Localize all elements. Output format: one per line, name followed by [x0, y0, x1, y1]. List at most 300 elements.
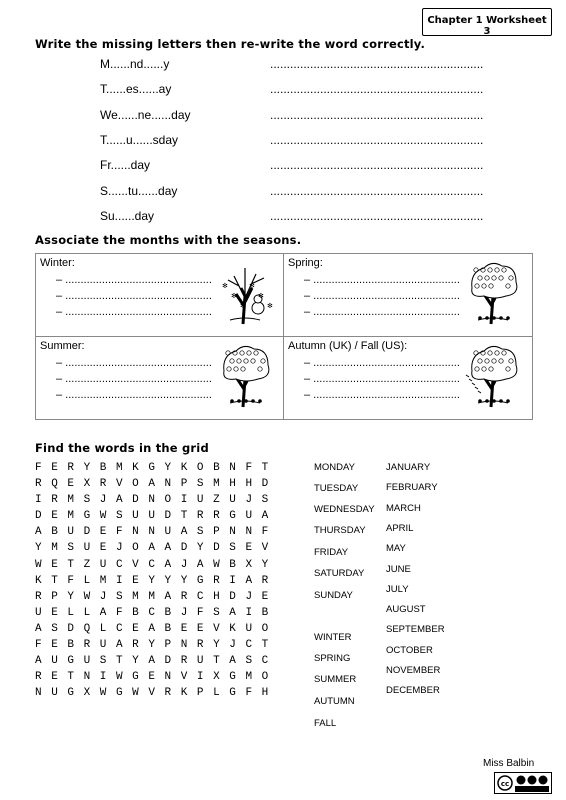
- word-list-item: JULY: [386, 583, 409, 595]
- grid-letter[interactable]: U: [99, 639, 107, 652]
- word-list-item: FEBRUARY: [386, 482, 438, 494]
- grid-letter[interactable]: N: [245, 526, 253, 539]
- grid-letter[interactable]: P: [180, 478, 188, 491]
- grid-letter[interactable]: Y: [164, 462, 172, 474]
- grid-letter[interactable]: G: [67, 687, 74, 700]
- grid-letter[interactable]: U: [132, 510, 139, 523]
- grid-letter[interactable]: J: [180, 558, 188, 571]
- grid-letter[interactable]: E: [261, 590, 269, 603]
- grid-letter[interactable]: E: [196, 622, 204, 635]
- answer-blank[interactable]: ................................................................: [270, 132, 484, 147]
- grid-row: [35, 462, 278, 478]
- grid-row: [35, 478, 278, 494]
- grid-letter[interactable]: J: [99, 494, 107, 507]
- grid-letter[interactable]: S: [229, 542, 236, 555]
- grid-letter[interactable]: A: [148, 542, 155, 555]
- grid-letter[interactable]: D: [261, 478, 269, 491]
- word-list-item: APRIL: [386, 522, 414, 534]
- grid-letter[interactable]: S: [115, 590, 123, 603]
- svg-text:✻: ✻: [267, 303, 273, 310]
- grid-letter[interactable]: U: [148, 510, 155, 523]
- grid-letter[interactable]: S: [213, 606, 220, 619]
- grid-letter[interactable]: O: [164, 494, 172, 507]
- word-exercise-row: [100, 158, 484, 176]
- grid-letter[interactable]: Y: [148, 574, 155, 587]
- word-list-item: THURSDAY: [314, 525, 366, 536]
- grid-letter[interactable]: M: [67, 494, 74, 507]
- word-exercise-row: [100, 183, 484, 202]
- grid-letter[interactable]: S: [83, 494, 91, 507]
- grid-letter[interactable]: N: [35, 687, 42, 700]
- grid-letter[interactable]: Y: [35, 542, 42, 555]
- grid-letter[interactable]: M: [51, 542, 58, 555]
- grid-letter[interactable]: F: [67, 574, 74, 587]
- grid-letter[interactable]: J: [115, 542, 123, 555]
- grid-row: [35, 655, 278, 671]
- grid-letter[interactable]: N: [229, 526, 236, 539]
- grid-letter[interactable]: R: [99, 478, 107, 491]
- grid-letter[interactable]: A: [229, 606, 236, 619]
- spring-tree-image: [462, 258, 524, 331]
- grid-letter[interactable]: N: [164, 478, 172, 491]
- answer-blank[interactable]: ................................................................: [270, 158, 484, 173]
- grid-letter[interactable]: H: [245, 478, 253, 491]
- grid-letter[interactable]: Y: [83, 462, 91, 474]
- grid-letter[interactable]: J: [245, 494, 253, 507]
- month-answer-line[interactable]: – ................................................: [56, 274, 212, 286]
- grid-letter[interactable]: H: [261, 687, 269, 700]
- grid-letter[interactable]: S: [196, 478, 204, 491]
- svg-text:✻: ✻: [258, 293, 264, 300]
- grid-row: [35, 510, 278, 526]
- grid-letter[interactable]: U: [245, 622, 253, 635]
- grid-letter[interactable]: D: [83, 526, 91, 539]
- grid-letter[interactable]: V: [148, 687, 155, 700]
- grid-letter[interactable]: O: [132, 542, 139, 555]
- grid-letter[interactable]: R: [51, 494, 58, 507]
- month-answer-line[interactable]: – ................................................: [56, 290, 212, 302]
- grid-letter[interactable]: Y: [164, 574, 172, 587]
- grid-letter[interactable]: R: [213, 510, 220, 523]
- grid-letter[interactable]: A: [261, 510, 269, 523]
- grid-letter[interactable]: D: [67, 622, 74, 635]
- grid-letter[interactable]: G: [83, 510, 91, 523]
- section2-title: Associate the months with the seasons.: [35, 233, 302, 247]
- grid-letter[interactable]: H: [213, 590, 220, 603]
- grid-letter[interactable]: R: [261, 574, 269, 587]
- grid-letter[interactable]: X: [213, 671, 220, 684]
- grid-letter[interactable]: I: [245, 606, 253, 619]
- svg-text:✻: ✻: [249, 283, 255, 290]
- grid-letter[interactable]: S: [196, 526, 204, 539]
- grid-letter[interactable]: B: [164, 606, 172, 619]
- grid-letter[interactable]: V: [180, 671, 188, 684]
- grid-letter[interactable]: K: [180, 687, 188, 700]
- grid-letter[interactable]: F: [261, 526, 269, 539]
- grid-letter[interactable]: P: [213, 526, 220, 539]
- grid-letter[interactable]: M: [99, 574, 107, 587]
- grid-letter[interactable]: T: [67, 558, 74, 571]
- grid-letter[interactable]: A: [148, 655, 155, 668]
- word-list-item: WEDNESDAY: [314, 504, 375, 515]
- grid-letter[interactable]: F: [115, 526, 123, 539]
- grid-letter[interactable]: F: [35, 639, 42, 652]
- grid-letter[interactable]: B: [132, 606, 139, 619]
- word-list-item: DECEMBER: [386, 685, 440, 697]
- grid-letter[interactable]: H: [229, 478, 236, 491]
- grid-letter[interactable]: T: [51, 574, 58, 587]
- grid-letter[interactable]: B: [51, 526, 58, 539]
- word-list-item: SUNDAY: [314, 590, 353, 601]
- grid-letter[interactable]: Q: [51, 478, 58, 491]
- month-answer-line[interactable]: – ................................................: [56, 389, 212, 401]
- answer-blank[interactable]: ................................................................: [270, 183, 484, 198]
- grid-letter[interactable]: W: [132, 687, 139, 700]
- grid-letter[interactable]: A: [229, 655, 236, 668]
- grid-letter[interactable]: F: [245, 687, 253, 700]
- grid-letter[interactable]: T: [115, 655, 123, 668]
- grid-letter[interactable]: E: [132, 574, 139, 587]
- grid-letter[interactable]: E: [132, 622, 139, 635]
- grid-letter[interactable]: X: [83, 687, 91, 700]
- word-list-item: JANUARY: [386, 462, 431, 473]
- missing-letters-word: We......ne......day: [100, 107, 191, 122]
- grid-letter[interactable]: S: [99, 655, 107, 668]
- grid-letter[interactable]: D: [132, 494, 139, 507]
- grid-letter[interactable]: R: [67, 462, 74, 474]
- word-list-item: FRIDAY: [314, 547, 349, 558]
- grid-letter[interactable]: G: [148, 462, 155, 474]
- answer-blank[interactable]: ................................................................: [270, 82, 484, 97]
- summer-tree-image: [214, 341, 276, 414]
- grid-letter[interactable]: T: [67, 671, 74, 684]
- grid-letter[interactable]: A: [245, 574, 253, 587]
- grid-letter[interactable]: R: [132, 639, 139, 652]
- word-exercise-row: [100, 107, 484, 126]
- grid-letter[interactable]: M: [213, 478, 220, 491]
- grid-letter[interactable]: R: [35, 590, 42, 603]
- word-list-item: SPRING: [314, 653, 351, 664]
- grid-row: [35, 494, 278, 510]
- word-list-item: MAY: [386, 543, 406, 555]
- grid-letter[interactable]: C: [115, 622, 123, 635]
- grid-letter[interactable]: D: [180, 542, 188, 555]
- missing-letters-word: T......es......ay: [100, 82, 172, 97]
- grid-letter[interactable]: Z: [213, 494, 220, 507]
- grid-letter[interactable]: K: [35, 574, 42, 587]
- month-answer-line[interactable]: – ................................................: [56, 373, 212, 385]
- grid-letter[interactable]: A: [99, 606, 107, 619]
- grid-letter[interactable]: I: [180, 494, 188, 507]
- grid-letter[interactable]: W: [99, 687, 107, 700]
- grid-letter[interactable]: A: [115, 494, 123, 507]
- grid-letter[interactable]: J: [99, 590, 107, 603]
- grid-letter[interactable]: M: [132, 590, 139, 603]
- grid-letter[interactable]: L: [99, 622, 107, 635]
- grid-letter[interactable]: C: [245, 639, 253, 652]
- grid-row: [35, 575, 278, 591]
- grid-row: [35, 623, 278, 639]
- word-list-item: MONDAY: [314, 462, 355, 473]
- grid-letter[interactable]: G: [229, 687, 236, 700]
- grid-row: [35, 559, 278, 575]
- grid-letter[interactable]: A: [35, 622, 42, 635]
- grid-letter[interactable]: E: [51, 462, 58, 474]
- month-answer-line[interactable]: – ................................................: [304, 274, 460, 286]
- grid-row: [35, 526, 278, 542]
- grid-row: [35, 542, 278, 558]
- grid-letter[interactable]: P: [164, 639, 172, 652]
- grid-letter[interactable]: L: [213, 687, 220, 700]
- month-answer-line[interactable]: – ................................................: [304, 373, 460, 385]
- grid-letter[interactable]: S: [261, 494, 269, 507]
- grid-letter[interactable]: N: [164, 671, 172, 684]
- grid-letter[interactable]: N: [83, 671, 91, 684]
- grid-letter[interactable]: I: [229, 574, 236, 587]
- grid-letter[interactable]: U: [51, 655, 58, 668]
- grid-letter[interactable]: P: [51, 590, 58, 603]
- missing-letters-word: Su......day: [100, 208, 155, 223]
- grid-letter[interactable]: F: [196, 606, 204, 619]
- grid-letter[interactable]: C: [196, 590, 204, 603]
- grid-letter[interactable]: R: [83, 639, 91, 652]
- grid-letter[interactable]: I: [196, 671, 204, 684]
- word-list-item: TUESDAY: [314, 483, 359, 494]
- grid-letter[interactable]: C: [148, 606, 155, 619]
- word-list-item: SEPTEMBER: [386, 624, 445, 636]
- grid-letter[interactable]: O: [132, 478, 139, 491]
- grid-letter[interactable]: A: [115, 639, 123, 652]
- answer-blank[interactable]: ................................................................: [270, 57, 484, 71]
- grid-letter[interactable]: M: [67, 510, 74, 523]
- month-answer-line[interactable]: – ................................................: [56, 306, 212, 318]
- grid-letter[interactable]: N: [180, 639, 188, 652]
- word-list-item: WINTER: [314, 632, 352, 643]
- grid-letter[interactable]: V: [115, 478, 123, 491]
- grid-letter[interactable]: E: [180, 622, 188, 635]
- grid-letter[interactable]: T: [213, 655, 220, 668]
- grid-letter[interactable]: S: [115, 510, 123, 523]
- month-answer-line[interactable]: – ................................................: [304, 306, 460, 318]
- month-answer-line[interactable]: – ................................................: [56, 357, 212, 369]
- grid-letter[interactable]: B: [67, 639, 74, 652]
- grid-row: [35, 671, 278, 687]
- grid-letter[interactable]: N: [148, 526, 155, 539]
- grid-letter[interactable]: Y: [180, 574, 188, 587]
- grid-letter[interactable]: A: [148, 622, 155, 635]
- word-list-item: FALL: [314, 718, 337, 729]
- grid-letter[interactable]: V: [132, 558, 139, 571]
- cc-license-badge: [494, 772, 552, 794]
- grid-letter[interactable]: N: [229, 462, 236, 474]
- word-list-item: MARCH: [386, 502, 421, 514]
- grid-letter[interactable]: A: [164, 590, 172, 603]
- grid-letter[interactable]: O: [261, 671, 269, 684]
- grid-letter[interactable]: W: [99, 510, 107, 523]
- grid-letter[interactable]: X: [245, 558, 253, 571]
- word-list-item: JUNE: [386, 563, 411, 575]
- grid-letter[interactable]: F: [115, 606, 123, 619]
- grid-letter[interactable]: G: [196, 574, 204, 587]
- grid-letter[interactable]: J: [180, 606, 188, 619]
- grid-letter[interactable]: U: [196, 494, 204, 507]
- grid-letter[interactable]: C: [148, 558, 155, 571]
- grid-letter[interactable]: R: [164, 687, 172, 700]
- grid-letter[interactable]: U: [229, 494, 236, 507]
- worksheet-badge: [422, 8, 552, 36]
- grid-letter[interactable]: U: [83, 655, 91, 668]
- grid-letter[interactable]: E: [148, 671, 155, 684]
- grid-letter[interactable]: Y: [132, 655, 139, 668]
- grid-letter[interactable]: E: [51, 558, 58, 571]
- grid-letter[interactable]: Q: [83, 622, 91, 635]
- grid-letter[interactable]: N: [132, 526, 139, 539]
- season-cell-spring: [284, 254, 531, 335]
- grid-letter[interactable]: A: [148, 478, 155, 491]
- grid-letter[interactable]: Y: [196, 542, 204, 555]
- grid-letter[interactable]: E: [51, 510, 58, 523]
- grid-letter[interactable]: T: [261, 462, 269, 474]
- missing-letters-word: Fr......day: [100, 158, 151, 173]
- grid-letter[interactable]: W: [83, 590, 91, 603]
- grid-letter[interactable]: L: [83, 606, 91, 619]
- worksheet-badge-text: Chapter 1 Worksheet 3: [427, 15, 547, 37]
- grid-letter[interactable]: G: [115, 687, 123, 700]
- grid-letter[interactable]: S: [67, 542, 74, 555]
- grid-row: [35, 687, 278, 703]
- grid-letter[interactable]: Y: [213, 639, 220, 652]
- season-label: Autumn (UK) / Fall (US):: [288, 340, 408, 352]
- grid-letter[interactable]: Y: [261, 558, 269, 571]
- answer-blank[interactable]: ................................................................: [270, 107, 484, 122]
- grid-letter[interactable]: G: [67, 655, 74, 668]
- grid-letter[interactable]: U: [164, 526, 172, 539]
- grid-letter[interactable]: M: [245, 671, 253, 684]
- grid-letter[interactable]: R: [213, 574, 220, 587]
- word-list-item: SUMMER: [314, 674, 357, 685]
- grid-letter[interactable]: R: [180, 590, 188, 603]
- svg-text:✻: ✻: [231, 293, 237, 300]
- month-answer-line[interactable]: – ................................................: [304, 357, 460, 369]
- grid-letter[interactable]: B: [99, 462, 107, 474]
- grid-letter[interactable]: I: [35, 494, 42, 507]
- grid-letter[interactable]: W: [115, 671, 123, 684]
- missing-letters-word: T......u......sday: [100, 132, 179, 147]
- month-answer-line[interactable]: – ................................................: [304, 290, 460, 302]
- grid-letter[interactable]: L: [83, 574, 91, 587]
- grid-letter[interactable]: E: [245, 542, 253, 555]
- grid-letter[interactable]: V: [261, 542, 269, 555]
- grid-letter[interactable]: R: [35, 671, 42, 684]
- grid-letter[interactable]: U: [196, 655, 204, 668]
- grid-letter[interactable]: B: [213, 462, 220, 474]
- grid-letter[interactable]: X: [83, 478, 91, 491]
- grid-letter[interactable]: E: [51, 671, 58, 684]
- grid-letter[interactable]: S: [245, 655, 253, 668]
- grid-letter[interactable]: D: [164, 510, 172, 523]
- svg-text:✻: ✻: [222, 283, 228, 290]
- grid-letter[interactable]: V: [213, 622, 220, 635]
- grid-letter[interactable]: E: [51, 639, 58, 652]
- grid-letter[interactable]: L: [67, 606, 74, 619]
- grid-letter[interactable]: I: [99, 671, 107, 684]
- grid-letter[interactable]: Y: [67, 590, 74, 603]
- grid-letter[interactable]: B: [164, 622, 172, 635]
- grid-letter[interactable]: D: [35, 510, 42, 523]
- grid-letter[interactable]: G: [229, 671, 236, 684]
- word-list-item: SATURDAY: [314, 568, 365, 579]
- grid-letter[interactable]: D: [213, 542, 220, 555]
- grid-letter[interactable]: R: [180, 655, 188, 668]
- grid-letter[interactable]: R: [35, 478, 42, 491]
- grid-letter[interactable]: B: [229, 558, 236, 571]
- grid-letter[interactable]: C: [115, 558, 123, 571]
- grid-letter[interactable]: K: [180, 462, 188, 474]
- grid-letter[interactable]: Z: [83, 558, 91, 571]
- season-cell-summer: [36, 337, 283, 418]
- grid-letter[interactable]: U: [99, 558, 107, 571]
- grid-letter[interactable]: I: [115, 574, 123, 587]
- grid-letter[interactable]: M: [148, 590, 155, 603]
- grid-letter[interactable]: A: [196, 558, 204, 571]
- grid-letter[interactable]: R: [196, 510, 204, 523]
- grid-letter[interactable]: A: [164, 558, 172, 571]
- grid-letter[interactable]: B: [261, 606, 269, 619]
- grid-letter[interactable]: G: [132, 671, 139, 684]
- answer-blank[interactable]: ................................................................: [270, 208, 484, 223]
- grid-letter[interactable]: U: [35, 606, 42, 619]
- grid-letter[interactable]: U: [245, 510, 253, 523]
- grid-letter[interactable]: D: [229, 590, 236, 603]
- grid-letter[interactable]: U: [51, 687, 58, 700]
- grid-letter[interactable]: C: [261, 655, 269, 668]
- grid-letter[interactable]: F: [245, 462, 253, 474]
- grid-letter[interactable]: N: [148, 494, 155, 507]
- grid-letter[interactable]: E: [99, 542, 107, 555]
- grid-letter[interactable]: A: [164, 542, 172, 555]
- grid-letter[interactable]: J: [245, 590, 253, 603]
- grid-letter[interactable]: W: [35, 558, 42, 571]
- grid-letter[interactable]: K: [132, 462, 139, 474]
- grid-letter[interactable]: O: [196, 462, 204, 474]
- grid-letter[interactable]: O: [261, 622, 269, 635]
- grid-letter[interactable]: R: [196, 639, 204, 652]
- grid-letter[interactable]: U: [83, 542, 91, 555]
- grid-letter[interactable]: P: [196, 687, 204, 700]
- grid-letter[interactable]: E: [67, 478, 74, 491]
- grid-letter[interactable]: A: [180, 526, 188, 539]
- grid-letter[interactable]: K: [229, 622, 236, 635]
- grid-letter[interactable]: E: [51, 606, 58, 619]
- grid-letter[interactable]: W: [213, 558, 220, 571]
- missing-letters-word: S......tu......day: [100, 183, 178, 198]
- grid-letter[interactable]: A: [35, 655, 42, 668]
- grid-letter[interactable]: E: [99, 526, 107, 539]
- grid-letter[interactable]: A: [35, 526, 42, 539]
- grid-letter[interactable]: T: [180, 510, 188, 523]
- grid-letter[interactable]: Y: [148, 639, 155, 652]
- month-answer-line[interactable]: – ................................................: [304, 389, 460, 401]
- grid-letter[interactable]: J: [229, 639, 236, 652]
- grid-letter[interactable]: T: [261, 639, 269, 652]
- grid-letter[interactable]: D: [164, 655, 172, 668]
- section1-title: Write the missing letters then re-write the word correctly.: [35, 37, 426, 51]
- grid-letter[interactable]: G: [229, 510, 236, 523]
- grid-letter[interactable]: S: [51, 622, 58, 635]
- grid-letter[interactable]: U: [67, 526, 74, 539]
- grid-letter[interactable]: M: [115, 462, 123, 474]
- grid-letter[interactable]: F: [35, 462, 42, 474]
